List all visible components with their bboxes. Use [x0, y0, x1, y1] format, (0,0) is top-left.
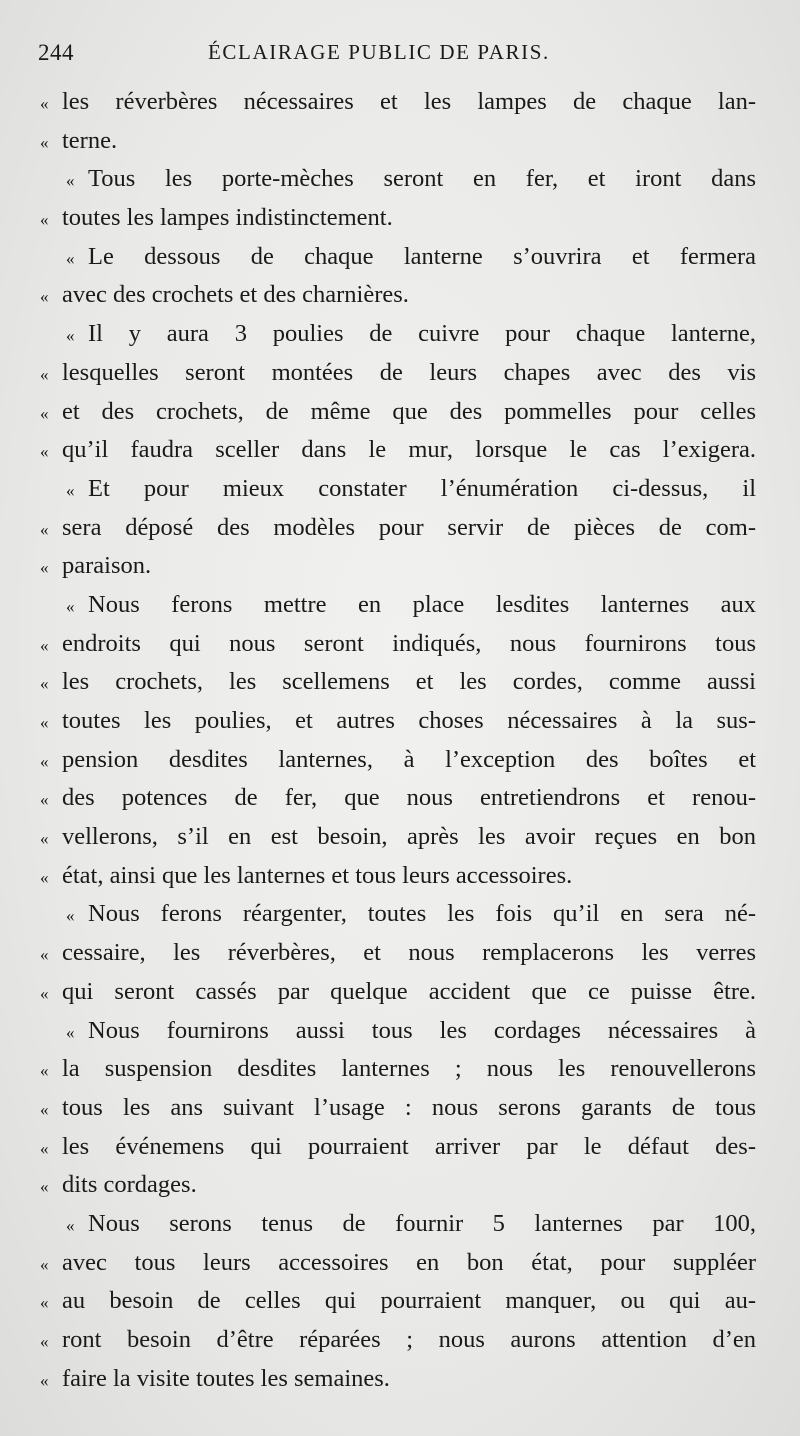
text-line [40, 779, 756, 818]
quote-mark: « [40, 1061, 49, 1081]
line-text: avec des crochets et des charnières. [62, 281, 409, 309]
line-text: qu’il faudra sceller dans le mur, lorsque le cas l’exigera. [62, 436, 756, 464]
line-text: la suspension desdites lanternes ; nous les renouvellerons [62, 1055, 756, 1083]
text-line [40, 431, 756, 470]
text-line [40, 586, 756, 625]
text-line [40, 1012, 756, 1051]
text-line [40, 160, 756, 199]
line-text: Tous les porte-mèches seront en fer, et iront dans [88, 165, 756, 193]
line-text: Nous ferons mettre en place lesdites lanternes aux [88, 590, 756, 618]
line-text: qui seront cassés par quelque accident que ce puisse être. [62, 977, 756, 1005]
line-text: terne. [62, 126, 118, 154]
quote-mark: « [40, 635, 49, 655]
quote-mark: « [40, 713, 49, 732]
line-text: pension desdites lanternes, à l’exception des boîtes et [62, 745, 756, 773]
quote-mark: « [40, 519, 49, 539]
quote-mark: « [40, 1254, 49, 1274]
quote-mark: « [40, 983, 49, 1003]
line-text: Nous fournirons aussi tous les cordages nécessaires à [88, 1016, 756, 1044]
line-text: Nous serons tenus de fournir 5 lanternes par 100, [88, 1209, 756, 1237]
line-text: dits cordages. [62, 1171, 197, 1199]
line-text: tous les ans suivant l’usage : nous serons garants de tous [62, 1093, 756, 1121]
line-text: endroits qui nous seront indiqués, nous fournirons tous [62, 629, 756, 657]
text-line [40, 547, 756, 586]
quote-mark: « [40, 751, 49, 771]
line-text: Et pour mieux constater l’énumération ci-dessus, il [88, 474, 756, 502]
quote-mark: « [40, 674, 49, 694]
text-line [40, 393, 756, 432]
line-text: Il y aura 3 poulies de cuivre pour chaque lanterne, [88, 320, 756, 348]
quote-mark: « [40, 790, 49, 810]
quote-mark: « [40, 1332, 49, 1351]
line-text: les réverbères nécessaires et les lampes de chaque lan- [62, 88, 756, 115]
line-text: les événemens qui pourraient arriver par le défaut des- [62, 1132, 756, 1160]
text-line [40, 1244, 756, 1283]
running-title: ÉCLAIRAGE PUBLIC DE PARIS. [208, 40, 550, 64]
text-line [40, 276, 756, 315]
quote-mark: « [40, 94, 49, 113]
quote-mark: « [66, 326, 75, 346]
text-line [40, 857, 756, 896]
quote-mark: « [66, 906, 75, 926]
quote-mark: « [40, 442, 49, 462]
line-text: état, ainsi que les lanternes et tous leurs accessoires. [62, 861, 573, 889]
quote-mark: « [40, 558, 49, 578]
line-text: des potences de fer, que nous entretiendrons et renou- [62, 784, 756, 812]
line-text: et des crochets, de même que des pommelles pour celles [62, 397, 756, 425]
text-line [40, 702, 756, 741]
line-text: Nous ferons réargenter, toutes les fois qu’il en sera né- [88, 900, 756, 928]
quote-mark: « [66, 1022, 75, 1042]
text-line [40, 470, 756, 509]
text-line [40, 625, 756, 664]
text-line [40, 1360, 756, 1399]
quote-mark: « [40, 1177, 49, 1197]
text-line [40, 1089, 756, 1128]
quote-mark: « [40, 364, 49, 384]
quote-mark: « [40, 1099, 49, 1119]
text-line [40, 199, 756, 238]
line-text: vellerons, s’il en est besoin, après les avoir reçues en bon [62, 823, 756, 851]
quote-mark: « [66, 480, 75, 500]
quote-mark: « [40, 403, 49, 423]
quote-mark: « [40, 1293, 49, 1313]
text-line [40, 354, 756, 393]
quote-mark: « [66, 596, 75, 616]
text-line [40, 1128, 756, 1167]
line-text: toutes les poulies, et autres choses nécessaires à la sus- [62, 707, 756, 734]
text-line [40, 934, 756, 973]
quote-mark: « [66, 248, 75, 268]
text-line [40, 238, 756, 277]
text-line [40, 315, 756, 354]
line-text: les crochets, les scellemens et les cordes, comme aussi [62, 668, 756, 696]
text-line [40, 83, 756, 122]
text-line [40, 663, 756, 702]
text-line [40, 122, 756, 161]
quote-mark: « [40, 829, 49, 849]
page-header [38, 40, 758, 74]
text-line [40, 1205, 756, 1244]
line-text: paraison. [62, 552, 152, 580]
line-text: sera déposé des modèles pour servir de pièces de com- [62, 513, 756, 541]
line-text: avec tous leurs accessoires en bon état, pour suppléer [62, 1248, 756, 1276]
quote-mark: « [40, 945, 49, 965]
quote-mark: « [40, 132, 49, 152]
line-text: Le dessous de chaque lanterne s’ouvrira et fermera [88, 242, 756, 270]
quote-mark: « [66, 1215, 75, 1235]
text-line [40, 1166, 756, 1205]
text-line [40, 895, 756, 934]
body-text [40, 83, 756, 1398]
line-text: ront besoin d’être réparées ; nous aurons attention d’en [62, 1326, 756, 1353]
quote-mark: « [40, 867, 49, 887]
quote-mark: « [40, 210, 49, 230]
text-line [40, 1282, 756, 1321]
quote-mark: « [40, 1138, 49, 1158]
text-line [40, 818, 756, 857]
text-line [40, 973, 756, 1012]
quote-mark: « [66, 171, 75, 191]
text-line [40, 741, 756, 780]
text-line [40, 1321, 756, 1360]
text-line [40, 509, 756, 548]
line-text: toutes les lampes indistinctement. [62, 204, 393, 232]
line-text: lesquelles seront montées de leurs chapes avec des vis [62, 358, 756, 386]
text-line [40, 1050, 756, 1089]
quote-mark: « [40, 287, 49, 307]
line-text: au besoin de celles qui pourraient manquer, ou qui au- [62, 1287, 756, 1315]
quote-mark: « [40, 1370, 49, 1390]
line-text: faire la visite toutes les semaines. [62, 1364, 390, 1392]
line-text: cessaire, les réverbères, et nous remplacerons les verres [62, 939, 756, 967]
page-number: 244 [38, 40, 74, 65]
